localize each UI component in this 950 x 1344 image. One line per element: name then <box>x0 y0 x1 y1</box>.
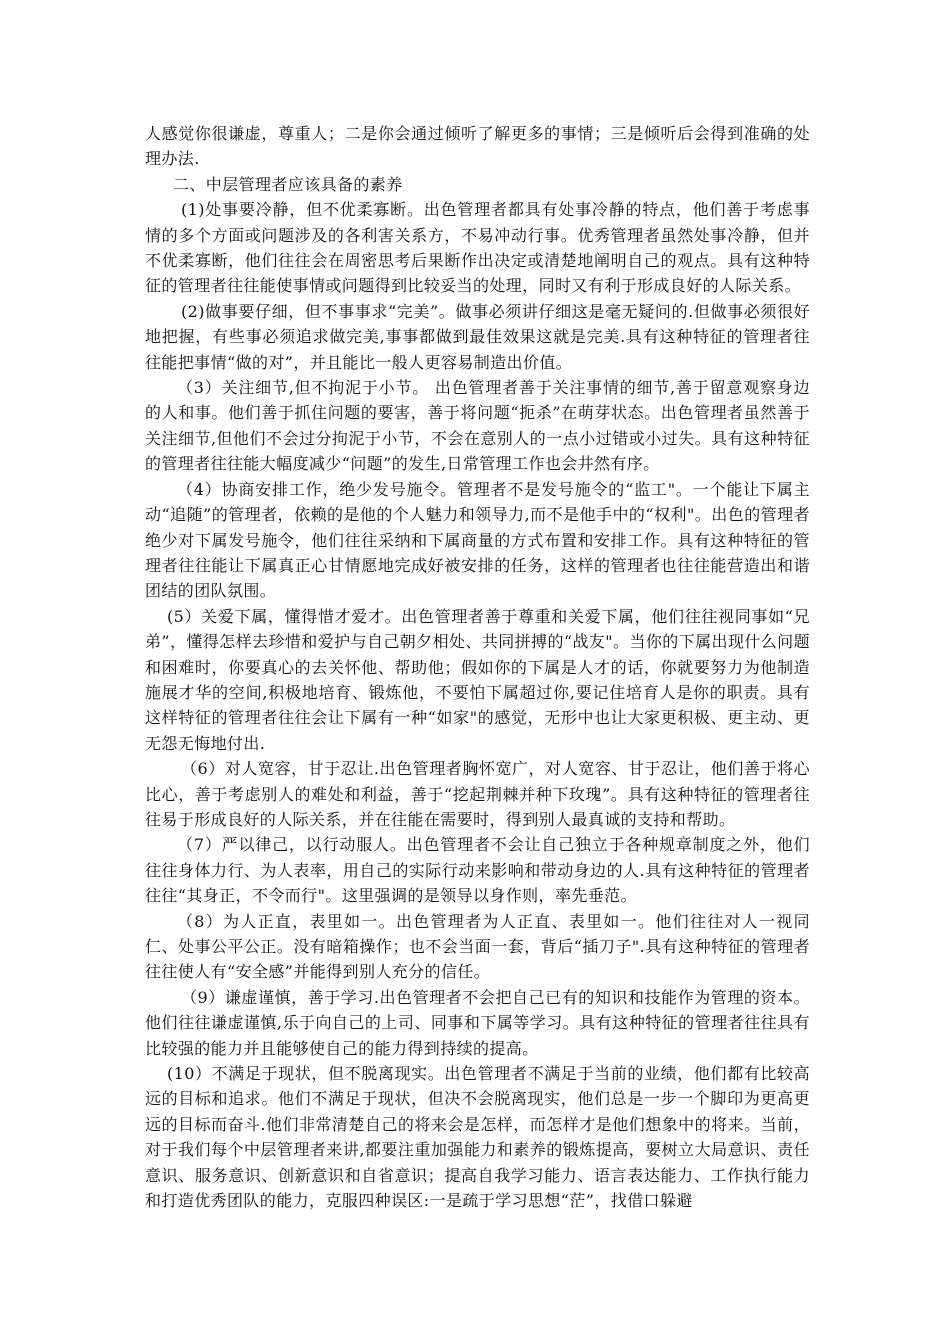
paragraph-trait-7: （7）严以律己，以行动服人。出色管理者不会让自己独立于各种规章制度之外，他们往往身体力行、为人表率，用自己的实际行动来影响和带动身边的人.具有这种特征的管理者往往“其身正，不令而行"。这里强调的是领导以身作则，率先垂范。 <box>145 835 810 906</box>
paragraph-trait-8: （8）为人正直，表里如一。出色管理者为人正直、表里如一。他们往往对人一视同仁、处事公平公正。没有暗箱操作；也不会当面一套，背后“插刀子".具有这种特征的管理者往往使人有“安全感”并能得到别人充分的信任。 <box>145 911 810 982</box>
paragraph-trait-3: （3）关注细节,但不拘泥于小节。 出色管理者善于关注事情的细节,善于留意观察身边的人和事。他们善于抓住问题的要害，善于将问题“扼杀”在萌芽状态。出色管理者虽然善于关注细节,但他们不会过分拘泥于小节，不会在意别人的一点小过错或小过失。具有这种特征的管理者往往能大幅度减少“问题”的发生,日常管理工作也会井然有序。 <box>145 378 810 474</box>
paragraph-intro-continuation: 人感觉你很谦虚，尊重人；二是你会通过倾听了解更多的事情；三是倾听后会得到准确的处理办法. <box>145 124 810 169</box>
paragraph-trait-9: （9）谦虚谨慎，善于学习.出色管理者不会把自己已有的知识和技能作为管理的资本。他们往往谦虚谨慎,乐于向自己的上司、同事和下属等学习。具有这种特征的管理者往往具有比较强的能力并且能够使自己的能力得到持续的提高。 <box>145 987 810 1058</box>
section-heading: 二、中层管理者应该具备的素养 <box>173 174 403 194</box>
paragraph-trait-2: (2)做事要仔细，但不事事求“完美”。做事必须讲仔细这是毫无疑问的.但做事必须很好地把握，有些事必须追求做完美,事事都做到最佳效果这就是完美.具有这种特征的管理者往往能把事情“做的对”，并且能比一般人更容易制造出价值。 <box>145 301 810 372</box>
paragraph-trait-4: （4）协商安排工作，绝少发号施令。管理者不是发号施令的“监工"。一个能让下属主动“追随”的管理者，依赖的是他的个人魅力和领导力,而不是他手中的“权利"。出色的管理者绝少对下属发号施令，他们往往采纳和下属商量的方式布置和安排工作。具有这种特征的管理者往往能让下属真正心甘情愿地完成好被安排的任务，这样的管理者也往往能营造出和谐团结的团队氛围。 <box>145 479 810 601</box>
paragraph-trait-6: （6）对人宽容，甘于忍让.出色管理者胸怀宽广，对人宽容、甘于忍让，他们善于将心比心，善于考虑别人的难处和利益，善于“挖起荆棘并种下玫瑰”。具有这种特征的管理者往往易于形成良好的人际关系，并在往能在需要时，得到别人最真诚的支持和帮助。 <box>145 759 810 829</box>
paragraph-trait-1: (1)处事要冷静，但不优柔寡断。出色管理者都具有处事冷静的特点，他们善于考虑事情的多个方面或问题涉及的各利害关系方，不易冲动行事。优秀管理者虽然处事冷静，但并不优柔寡断，他们往往会在周密思考后果断作出决定或清楚地阐明自己的观点。具有这种特征的管理者往往能使事情或问题得到比较妥当的处理，同时又有利于形成良好的人际关系。 <box>145 200 810 296</box>
paragraph-trait-5: (5）关爱下属，懂得惜才爱才。出色管理者善于尊重和关爱下属，他们往往视同事如“兄弟”，懂得怎样去珍惜和爱护与自己朝夕相处、共同拼搏的“战友"。当你的下属出现什么问题和困难时，你要真心的去关怀他、帮助他；假如你的下属是人才的话，你就要努力为他制造施展才华的空间,积极地培育、锻炼他，不要怕下属超过你,要记住培育人是你的职责。具有这样特征的管理者往往会让下属有一种“如家"的感觉，无形中也让大家更积极、更主动、更无怨无悔地付出. <box>145 606 810 753</box>
document-body <box>145 121 810 1213</box>
paragraph-trait-10: (10）不满足于现状，但不脱离现实。出色管理者不满足于当前的业绩，他们都有比较高远的目标和追求。他们不满足于现状，但决不会脱离现实，他们总是一步一个脚印为更高更远的目标而奋斗.他们非常清楚自己的将来会是怎样，而怎样才是他们想象中的将来。当前，对于我们每个中层管理者来讲,都要注重加强能力和素养的锻炼提高，要树立大局意识、责任意识、服务意识、创新意识和自省意识；提高自我学习能力、语言表达能力、工作执行能力和打造优秀团队的能力，克服四种误区:一是疏于学习思想“茫”，找借口躲避 <box>145 1064 810 1211</box>
